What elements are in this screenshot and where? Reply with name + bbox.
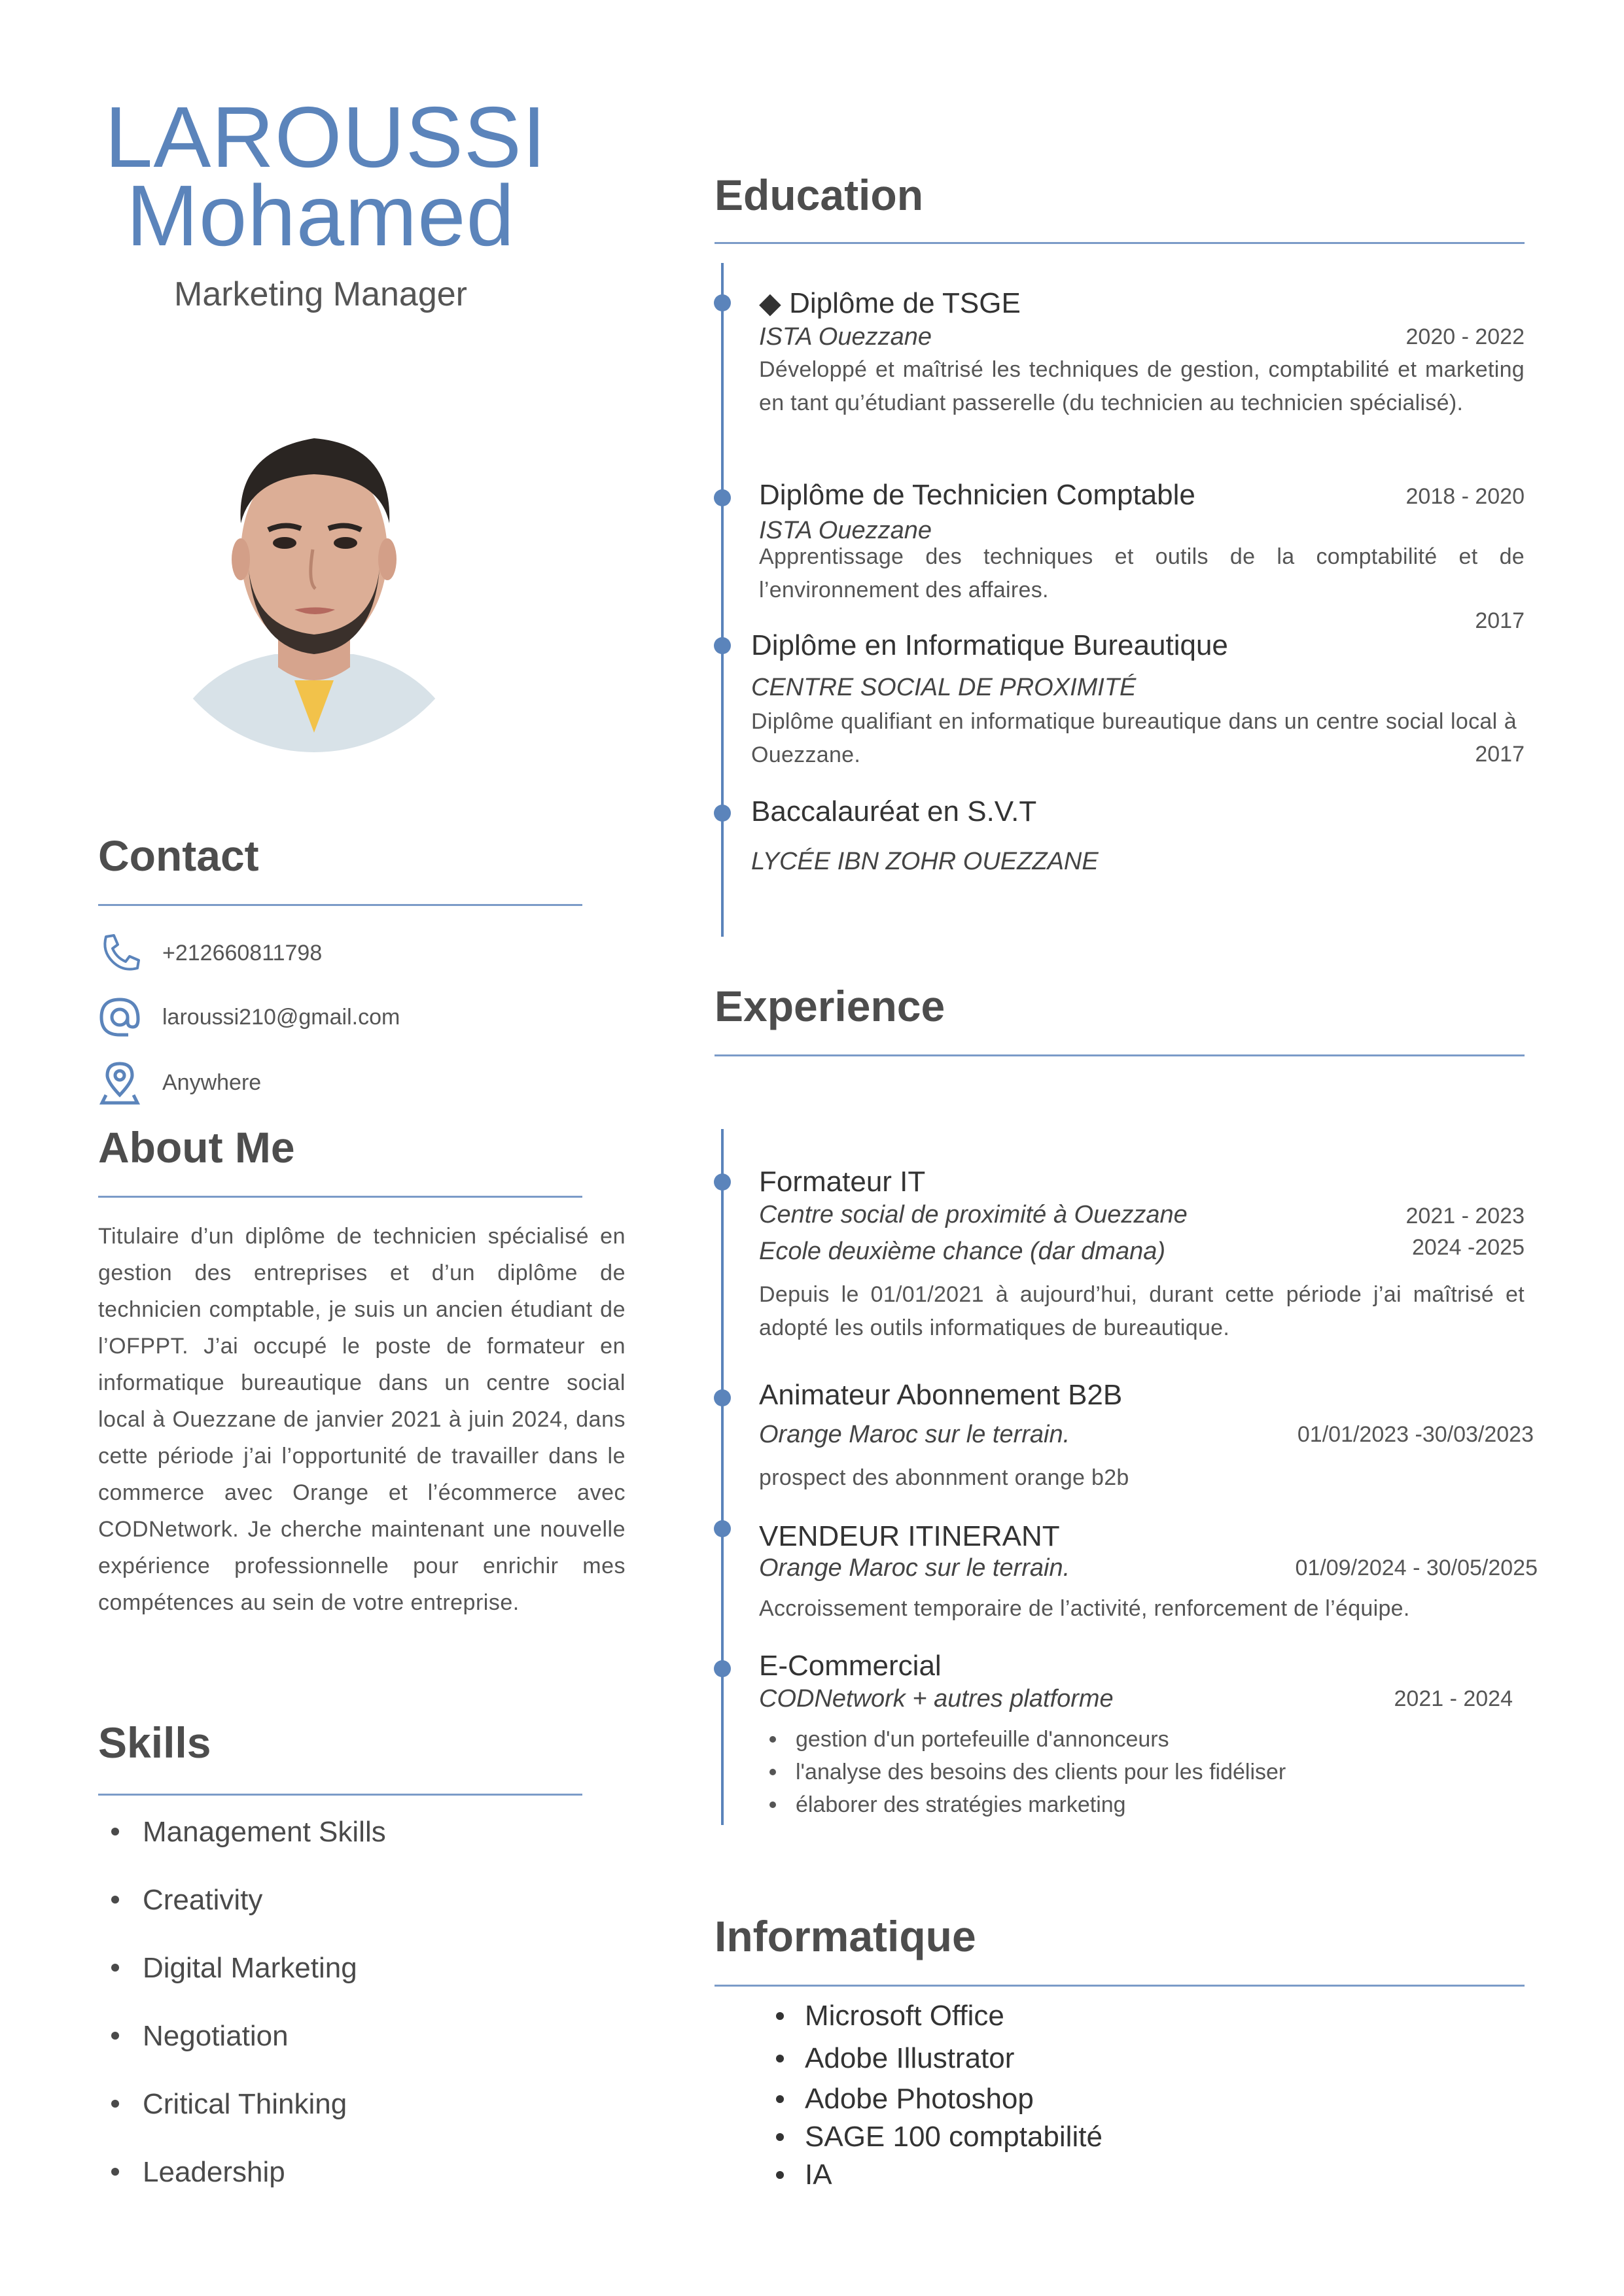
exp-bullets xyxy=(759,1723,1525,1821)
contact-title: Contact xyxy=(98,831,259,880)
skill-item: Creativity xyxy=(98,1884,582,1952)
edu-org: ISTA Ouezzane xyxy=(759,323,932,351)
exp-org: CODNetwork + autres platforme xyxy=(759,1685,1114,1713)
exp-org: Orange Maroc sur le terrain. xyxy=(759,1554,1070,1582)
skills-list xyxy=(98,1816,582,2224)
edu-desc: Apprentissage des techniques et outils de la comptabilité et de l’environnement des affaires. xyxy=(759,544,1525,602)
name-heading xyxy=(105,89,547,264)
exp-title: E-Commercial xyxy=(759,1650,942,1682)
list-item: Adobe Photoshop xyxy=(769,2080,1424,2118)
timeline-dot xyxy=(714,1520,731,1537)
informatique-list xyxy=(769,1995,1424,2194)
exp-date: 01/01/2023 -30/03/2023 xyxy=(1297,1422,1534,1447)
exp-desc: prospect des abonnment orange b2b xyxy=(759,1465,1129,1490)
exp-title: Formateur IT xyxy=(759,1166,926,1198)
job-title: Marketing Manager xyxy=(174,275,467,313)
at-sign-icon xyxy=(97,994,143,1040)
experience-divider xyxy=(715,1054,1525,1056)
informatique-title: Informatique xyxy=(715,1912,976,1960)
about-text: Titulaire d’un diplôme de technicien spécialisé en gestion des entreprises et d’un diplôme de technicien comptable, je suis un ancien étudiant de l’OFPPT. J’ai occupé le poste de formateur en informatique bureautique dans un centre social local à Ouezzane de janvier 2021 à juin 2024, dans cette période j’ai l’opportunité de travailler dans le commerce avec Orange et l’écommerce avec CODNetwork. Je cherche maintenant une nouvelle expérience professionnelle pour enrichir mes compétences au sein de votre entreprise. xyxy=(98,1224,626,1615)
experience-timeline xyxy=(721,1129,724,1825)
exp-desc: Accroissement temporaire de l’activité, renforcement de l’équipe. xyxy=(759,1596,1410,1621)
exp-org-2: Ecole deuxième chance (dar dmana) xyxy=(759,1238,1166,1265)
contact-divider xyxy=(98,904,582,906)
exp-org: Centre social de proximité à Ouezzane xyxy=(759,1201,1188,1228)
list-item: Adobe Illustrator xyxy=(769,2037,1424,2080)
edu-org: CENTRE SOCIAL DE PROXIMITÉ xyxy=(751,674,1137,701)
education-timeline xyxy=(721,263,724,937)
informatique-divider xyxy=(715,1985,1525,1987)
edu-date: 2020 - 2022 xyxy=(1405,324,1525,349)
about-divider xyxy=(98,1196,582,1198)
contact-phone xyxy=(97,930,322,976)
contact-location xyxy=(97,1060,261,1105)
exp-title: Animateur Abonnement B2B xyxy=(759,1379,1123,1411)
edu-date: 2017 xyxy=(1475,742,1525,767)
list-item: IA xyxy=(769,2156,1424,2194)
edu-org: ISTA Ouezzane xyxy=(759,517,932,544)
exp-date: 01/09/2024 - 30/05/2025 xyxy=(1295,1556,1538,1580)
timeline-dot xyxy=(714,294,731,311)
edu-title: Diplôme de Technicien Comptable xyxy=(759,479,1195,511)
skill-item: Leadership xyxy=(98,2156,582,2224)
edu-date: 2018 - 2020 xyxy=(1405,484,1525,509)
exp-org: Orange Maroc sur le terrain. xyxy=(759,1421,1070,1448)
timeline-dot xyxy=(714,805,731,822)
timeline-dot xyxy=(714,1389,731,1406)
list-item: Microsoft Office xyxy=(769,1995,1424,2037)
edu-title: Diplôme en Informatique Bureautique xyxy=(751,629,1228,661)
education-divider xyxy=(715,242,1525,244)
profile-photo xyxy=(164,392,465,759)
skill-item: Critical Thinking xyxy=(98,2088,582,2156)
skills-divider xyxy=(98,1794,582,1796)
experience-title: Experience xyxy=(715,982,945,1030)
email-text: laroussi210@gmail.com xyxy=(162,1004,400,1030)
first-name: LAROUSSI xyxy=(105,89,547,185)
list-item: gestion d'un portefeuille d'annonceurs xyxy=(759,1723,1525,1756)
map-pin-icon xyxy=(97,1060,143,1105)
exp-title: VENDEUR ITINERANT xyxy=(759,1520,1060,1552)
edu-org: LYCÉE IBN ZOHR OUEZZANE xyxy=(751,848,1099,875)
skill-item: Negotiation xyxy=(98,2020,582,2088)
timeline-dot xyxy=(714,1174,731,1191)
list-item: l'analyse des besoins des clients pour les fidéliser xyxy=(759,1756,1525,1788)
location-text: Anywhere xyxy=(162,1070,262,1095)
edu-title: ◆ Diplôme de TSGE xyxy=(759,287,1021,319)
exp-date: 2021 - 2024 xyxy=(1394,1686,1513,1711)
edu-title: Baccalauréat en S.V.T xyxy=(751,795,1037,827)
skills-title: Skills xyxy=(98,1718,211,1767)
phone-text: +212660811798 xyxy=(162,940,323,965)
timeline-dot xyxy=(714,1660,731,1677)
edu-date: 2017 xyxy=(1475,608,1525,633)
education-title: Education xyxy=(715,171,924,219)
timeline-dot xyxy=(714,637,731,654)
exp-date: 2021 - 2023 xyxy=(1405,1204,1525,1228)
list-item: élaborer des stratégies marketing xyxy=(759,1788,1525,1821)
list-item: SAGE 100 comptabilité xyxy=(769,2118,1424,2156)
skill-item: Digital Marketing xyxy=(98,1952,582,2020)
exp-desc: Depuis le 01/01/2021 à aujourd’hui, durant cette période j’ai maîtrisé et adopté les outils informatiques de bureautique. xyxy=(759,1282,1525,1340)
edu-desc: Diplôme qualifiant en informatique bureautique dans un centre social local à Ouezzane. xyxy=(751,709,1517,767)
timeline-dot xyxy=(714,489,731,506)
edu-desc: Développé et maîtrisé les techniques de gestion, comptabilité et marketing en tant qu’étudiant passerelle (du technicien au technicien spécialisé). xyxy=(759,357,1525,415)
last-name: Mohamed xyxy=(126,167,515,264)
contact-email xyxy=(97,994,400,1040)
phone-icon xyxy=(97,930,143,976)
exp-date-2: 2024 -2025 xyxy=(1411,1235,1525,1260)
skill-item: Management Skills xyxy=(98,1816,582,1884)
about-title: About Me xyxy=(98,1123,295,1172)
